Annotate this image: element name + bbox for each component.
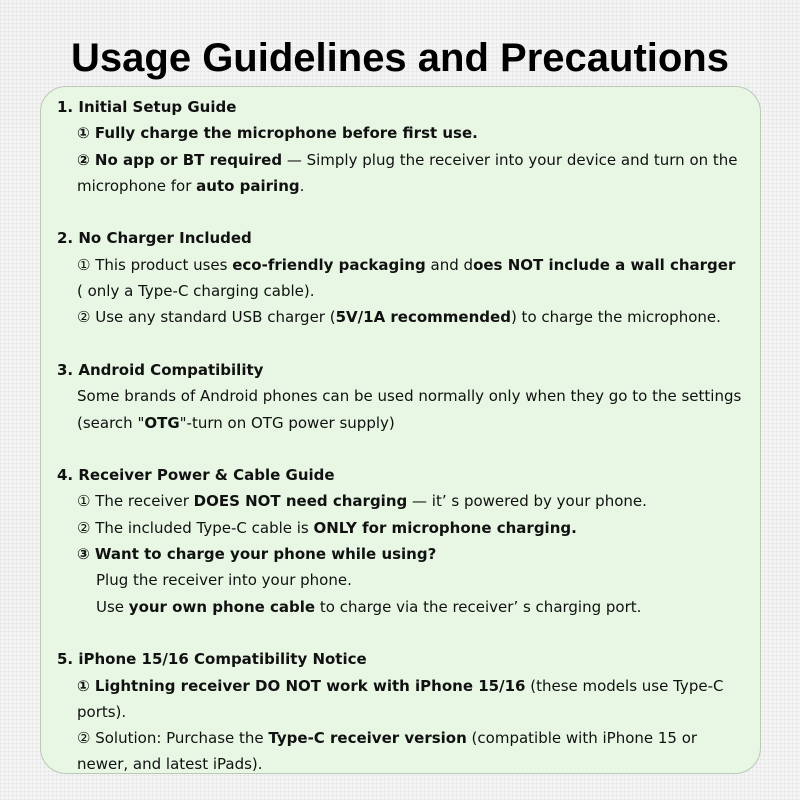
setup-item-1: ① Fully charge the microphone before first use. — [77, 124, 478, 143]
spacer — [57, 199, 745, 225]
receiver-item-2: ② The included Type-C cable is ONLY for microphone charging. — [77, 518, 577, 537]
section-heading-iphone: 5. iPhone 15/16 Compatibility Notice — [57, 650, 367, 669]
receiver-item-1: ① The receiver DOES NOT need charging — it’ s powered by your phone. — [77, 492, 647, 511]
page-title: Usage Guidelines and Precautions — [71, 36, 729, 80]
section-heading-setup: 1. Initial Setup Guide — [57, 98, 237, 116]
receiver-item-3: ③ Want to charge your phone while using? — [77, 545, 437, 564]
charger-item-2: ② Use any standard USB charger (5V/1A recommended) to charge the microphone. — [77, 308, 721, 327]
section-heading-receiver: 4. Receiver Power & Cable Guide — [57, 466, 335, 485]
iphone-item-1: ① Lightning receiver DO NOT work with iPhone 15/16 (these models use Type-C ports). — [77, 676, 724, 721]
section-heading-android: 3. Android Compatibility — [57, 360, 264, 379]
spacer — [57, 331, 745, 357]
android-item-1: Some brands of Android phones can be used normally only when they go to the settings (search "OTG"-turn on OTG power supply) — [77, 387, 742, 432]
receiver-item-3-line-2: Use your own phone cable to charge via the receiver’ s charging port. — [96, 597, 642, 616]
spacer — [57, 436, 745, 462]
spacer — [57, 620, 745, 646]
charger-item-1: ① This product uses eco-friendly packaging and does NOT include a wall charger ( only a Type-C charging cable). — [77, 255, 736, 301]
iphone-item-2: ② Solution: Purchase the Type-C receiver version (compatible with iPhone 15 or newer, and latest iPads). — [77, 729, 698, 774]
guidelines-panel — [40, 86, 761, 774]
receiver-item-3-line-1: Plug the receiver into your phone. — [96, 571, 352, 590]
setup-item-2: ② No app or BT required — Simply plug the receiver into your device and turn on the microphone for auto pairing. — [77, 150, 738, 195]
section-heading-charger: 2. No Charger Included — [57, 229, 252, 248]
